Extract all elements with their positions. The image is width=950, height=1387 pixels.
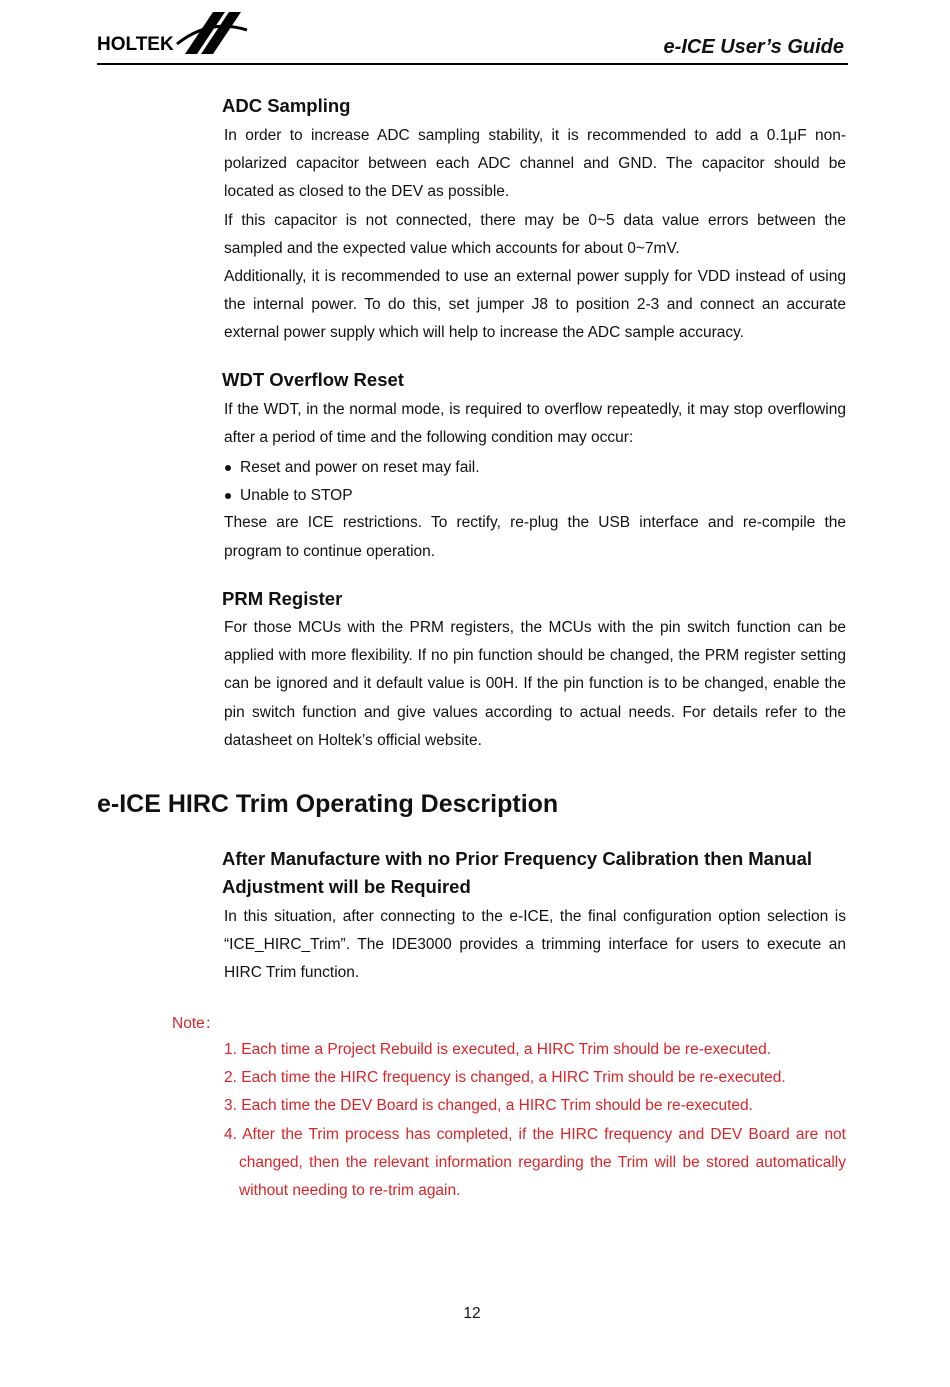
- chapter-subheading: After Manufacture with no Prior Frequency Calibration then Manual Adjustment will be Required: [222, 848, 813, 897]
- prm-register-heading: PRM Register: [222, 588, 343, 609]
- document-title: e-ICE User’s Guide: [663, 36, 844, 58]
- note-item: 2. Each time the HIRC frequency is changed, a HIRC Trim should be re-executed.: [224, 1069, 786, 1087]
- header-divider: [97, 63, 848, 65]
- note-item: 4. After the Trim process has completed, if the HIRC frequency and DEV Board are not changed, then the relevant information regarding the Trim will be stored automatically without needing to re-trim again.: [224, 1125, 846, 1200]
- note-item: 3. Each time the DEV Board is changed, a HIRC Trim should be re-executed.: [224, 1097, 753, 1115]
- note-list: [224, 1036, 846, 1205]
- adc-sampling-heading: ADC Sampling: [222, 95, 351, 116]
- chapter-body: [224, 903, 846, 988]
- logo-wordmark: HOLTEK: [97, 34, 174, 55]
- chapter-heading: e-ICE HIRC Trim Operating Description: [97, 790, 559, 818]
- wdt-bullet-item: Unable to STOP: [224, 482, 846, 509]
- prm-register-body: [224, 614, 846, 755]
- wdt-overflow-heading: WDT Overflow Reset: [222, 369, 404, 390]
- holtek-logo-graphic: [97, 4, 249, 60]
- adc-sampling-body: [224, 122, 846, 348]
- wdt-overflow-body: [224, 396, 846, 566]
- adc-paragraph-3: Additionally, it is recommended to use an external power supply for VDD instead of using the internal power. To do this, set jumper J8 to position 2-3 and connect an accurate external power supply which will help to increase the ADC sample accuracy.: [224, 268, 846, 342]
- wdt-bullet-item: Reset and power on reset may fail.: [224, 454, 846, 482]
- wdt-paragraph-2: These are ICE restrictions. To rectify, re-plug the USB interface and re-compile the program to continue operation.: [224, 514, 846, 560]
- adc-paragraph-2: If this capacitor is not connected, there may be 0~5 data value errors between the sampled and the expected value which accounts for about 0~7mV.: [224, 211, 846, 257]
- page-number: 12: [463, 1305, 481, 1322]
- wdt-paragraph-1: If the WDT, in the normal mode, is required to overflow repeatedly, it may stop overflowing after a period of time and the following condition may occur:: [224, 401, 846, 447]
- adc-paragraph-1: In order to increase ADC sampling stability, it is recommended to add a 0.1μF non-polarized capacitor between each ADC channel and GND. The capacitor should be located as closed to the DEV as possible.: [224, 127, 846, 201]
- note-item: 1. Each time a Project Rebuild is executed, a HIRC Trim should be re-executed.: [224, 1041, 772, 1058]
- note-label: Note：: [172, 1015, 221, 1032]
- chapter-paragraph-1: In this situation, after connecting to the e-ICE, the final configuration option selection is “ICE_HIRC_Trim”. The IDE3000 provides a trimming interface for users to execute an HIRC Trim function.: [224, 908, 846, 982]
- prm-paragraph-1: For those MCUs with the PRM registers, the MCUs with the pin switch function can be applied with more flexibility. If no pin function should be changed, the PRM register setting can be ignored and it default value is 00H. If the pin function is to be changed, enable the pin switch function and give values according to actual needs. For details refer to the datasheet on Holtek’s official website.: [224, 619, 846, 749]
- holtek-logo: [97, 4, 249, 60]
